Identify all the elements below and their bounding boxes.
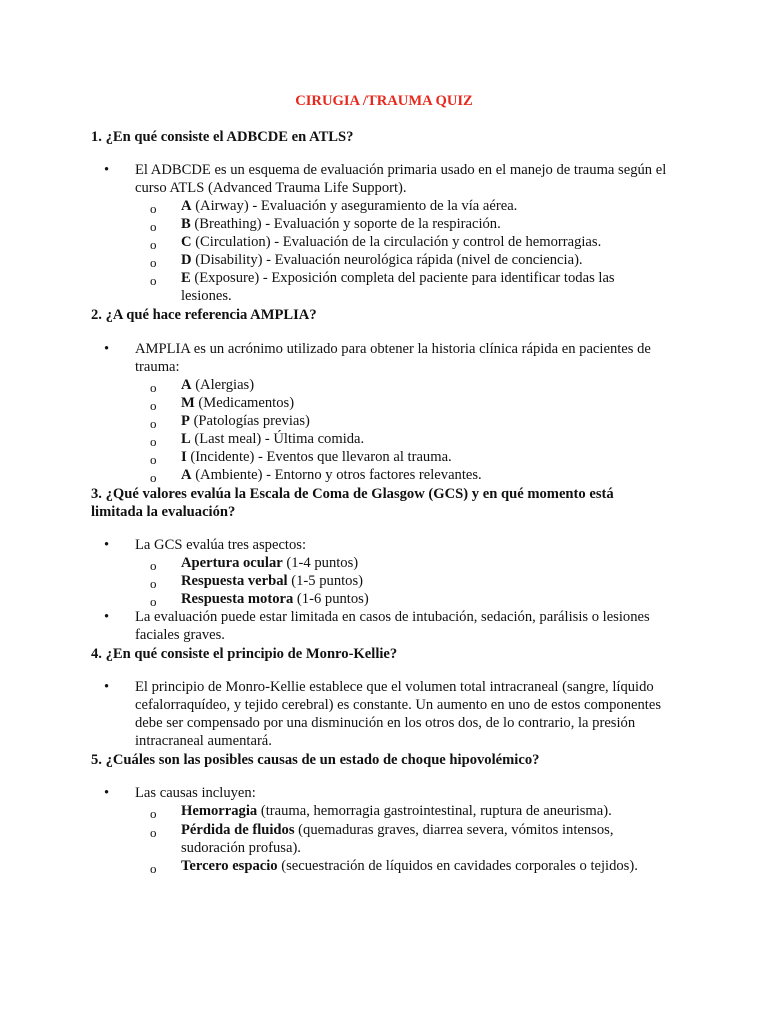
sub-marker: o	[150, 255, 157, 270]
sub-marker: o	[150, 219, 157, 234]
sub-marker: o	[150, 273, 157, 288]
question-1: 1. ¿En qué consiste el ADBCDE en ATLS?	[91, 129, 354, 145]
q2-item-key: I	[181, 449, 187, 465]
q1-item-text: (Circulation) - Evaluación de la circulación y control de hemorragias.	[191, 234, 602, 250]
bullet-marker: •	[104, 609, 110, 625]
sub-marker: o	[150, 594, 157, 609]
bullet-marker: •	[104, 679, 110, 695]
q2-item-key: A	[181, 377, 192, 393]
q2-item-text: (Alergias)	[191, 377, 255, 393]
q2-item-text: (Patologías previas)	[189, 413, 310, 429]
q1-item-key: A	[181, 198, 192, 214]
q3-note: La evaluación puede estar limitada en casos de intubación, sedación, parálisis o lesiones faciales graves.	[135, 609, 650, 643]
q1-item-text: (Disability) - Evaluación neurológica rápida (nivel de conciencia).	[191, 252, 583, 268]
q3-item-text: (1-5 puntos)	[287, 573, 364, 589]
q5-item-text: (secuestración de líquidos en cavidades corporales o tejidos).	[277, 858, 638, 874]
q1-item-key: B	[181, 216, 191, 232]
question-2: 2. ¿A qué hace referencia AMPLIA?	[91, 307, 317, 323]
sub-marker: o	[150, 201, 157, 216]
q3-item-key: Respuesta verbal	[181, 573, 288, 589]
q3-item-key: Respuesta motora	[181, 591, 294, 607]
q5-item-key: Tercero espacio	[181, 858, 278, 874]
q1-item-text: (Airway) - Evaluación y aseguramiento de la vía aérea.	[191, 198, 518, 214]
q2-item-text: (Last meal) - Última comida.	[190, 431, 365, 447]
bullet-marker: •	[104, 537, 110, 553]
sub-marker: o	[150, 398, 157, 413]
q1-intro: El ADBCDE es un esquema de evaluación primaria usado en el manejo de trauma según el curso ATLS (Advanced Trauma Life Support).	[135, 162, 667, 196]
sub-marker: o	[150, 470, 157, 485]
bullet-marker: •	[104, 162, 110, 178]
sub-marker: o	[150, 806, 157, 821]
q3-item-text: (1-4 puntos)	[282, 555, 359, 571]
q2-item-key: P	[181, 413, 190, 429]
sub-marker: o	[150, 558, 157, 573]
q1-item-key: C	[181, 234, 192, 250]
q5-item-text: (quemaduras graves, diarrea severa, vómitos intensos, sudoración profusa).	[181, 822, 614, 856]
q3-item-key: Apertura ocular	[181, 555, 283, 571]
q2-item-key: M	[181, 395, 195, 411]
q5-item-key: Pérdida de fluidos	[181, 822, 295, 838]
q1-item-key: E	[181, 270, 191, 286]
sub-marker: o	[150, 380, 157, 395]
q3-item-text: (1-6 puntos)	[293, 591, 369, 607]
q2-item-text: (Ambiente) - Entorno y otros factores relevantes.	[191, 467, 482, 483]
q1-item-text: (Breathing) - Evaluación y soporte de la respiración.	[190, 216, 501, 232]
q2-item-text: (Incidente) - Eventos que llevaron al trauma.	[186, 449, 452, 465]
sub-marker: o	[150, 452, 157, 467]
q3-intro: La GCS evalúa tres aspectos:	[135, 537, 307, 553]
q1-item-text: (Exposure) - Exposición completa del paciente para identificar todas las lesiones.	[181, 270, 615, 304]
q5-item-text: (trauma, hemorragia gastrointestinal, ruptura de aneurisma).	[257, 803, 612, 819]
sub-marker: o	[150, 434, 157, 449]
q2-item-key: A	[181, 467, 192, 483]
q2-item-text: (Medicamentos)	[194, 395, 295, 411]
question-4: 4. ¿En qué consiste el principio de Monro-Kellie?	[91, 646, 398, 662]
question-5: 5. ¿Cuáles son las posibles causas de un estado de choque hipovolémico?	[91, 752, 540, 768]
q1-item-key: D	[181, 252, 192, 268]
question-3: 3. ¿Qué valores evalúa la Escala de Coma de Glasgow (GCS) y en qué momento está limitada la evaluación?	[91, 486, 614, 520]
sub-marker: o	[150, 861, 157, 876]
bullet-marker: •	[104, 785, 110, 801]
sub-marker: o	[150, 416, 157, 431]
sub-marker: o	[150, 576, 157, 591]
sub-marker: o	[150, 825, 157, 840]
document-title: CIRUGIA /TRAUMA QUIZ	[295, 93, 473, 109]
q4-intro: El principio de Monro-Kellie establece que el volumen total intracraneal (sangre, líquido cefalorraquídeo, y tejido cerebral) es constante. Un aumento en uno de estos componentes debe ser compensado por una disminución en los otros dos, de lo contrario, la presión intracraneal aumentará.	[135, 679, 661, 749]
q2-intro: AMPLIA es un acrónimo utilizado para obtener la historia clínica rápida en pacientes de trauma:	[135, 341, 651, 375]
q5-intro: Las causas incluyen:	[135, 785, 256, 801]
bullet-marker: •	[104, 341, 110, 357]
q5-item-key: Hemorragia	[181, 803, 258, 819]
q2-item-key: L	[181, 431, 191, 447]
sub-marker: o	[150, 237, 157, 252]
